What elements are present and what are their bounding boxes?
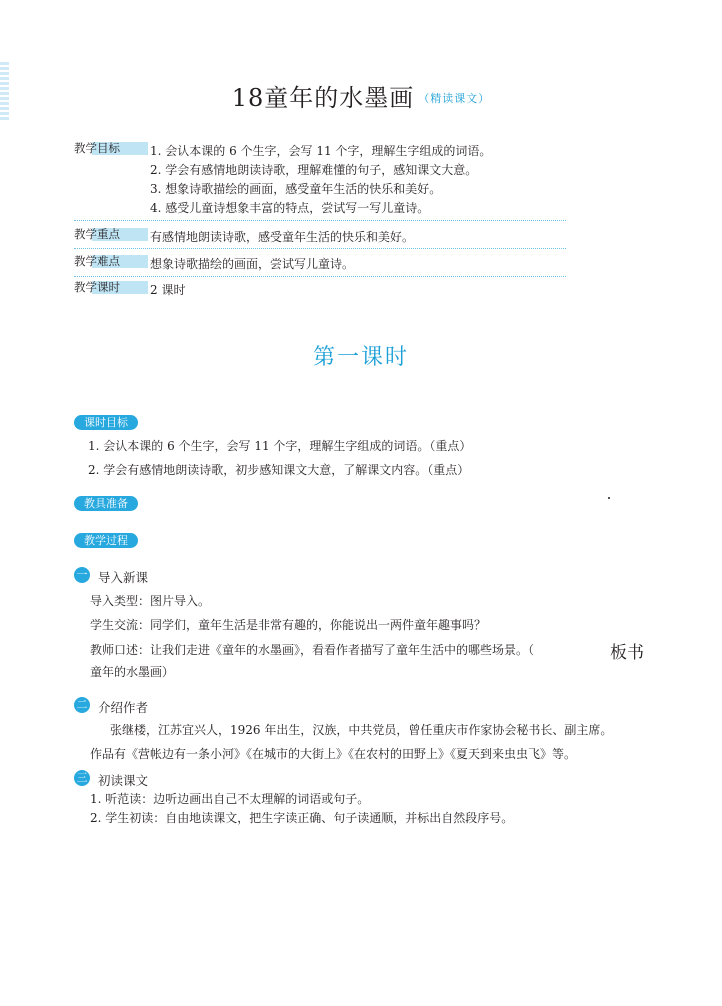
lesson-title-text: 18童年的水墨画 xyxy=(231,84,415,112)
step-line: 1. 听范读：边听边画出自己不太理解的词语或句子。 xyxy=(90,792,370,806)
step-badge: 二 xyxy=(74,697,90,713)
goal-item: 2. 学会有感情地朗读诗歌，理解难懂的句子，感知课文大意。 xyxy=(150,163,478,177)
divider xyxy=(74,248,566,249)
difficulty-text: 想象诗歌描绘的画面，尝试写儿童诗。 xyxy=(150,257,355,271)
info-row-difficulty xyxy=(74,255,566,275)
goal-item: 1. 会认本课的 6 个生字，会写 11 个字，理解生字组成的词语。 xyxy=(150,144,492,158)
step-line: 童年的水墨画） xyxy=(90,665,175,679)
lesson-title xyxy=(0,78,722,113)
divider xyxy=(74,220,566,221)
step-line: 作品有《营帐边有一条小河》《在城市的大街上》《在农村的田野上》《夏天到来虫虫飞》等。 xyxy=(90,747,577,761)
info-row-key xyxy=(74,228,566,248)
board-note: 板书 xyxy=(610,643,644,663)
prep-label: 教具准备 xyxy=(74,496,138,511)
info-row-hours xyxy=(74,281,566,301)
lesson-type-tag: （精读课文） xyxy=(418,92,491,105)
goals-label: 教学目标 xyxy=(74,142,148,155)
hours-text: 2 课时 xyxy=(150,283,186,297)
step-badge: 一 xyxy=(74,567,90,583)
step-line: 导入类型：图片导入。 xyxy=(90,594,211,608)
step-line: 2. 学生初读：自由地读课文，把生字读正确、句子读通顺，并标出自然段序号。 xyxy=(90,811,514,825)
step-title: 初读课文 xyxy=(98,773,149,788)
step-title: 导入新课 xyxy=(98,570,149,585)
goal-item: 4. 感受儿童诗想象丰富的特点，尝试写一写儿童诗。 xyxy=(150,201,430,215)
step-line: 教师口述：让我们走进《童年的水墨画》，看看作者描写了童年生活中的哪些场景。（ xyxy=(90,643,535,657)
hours-label: 教学课时 xyxy=(74,281,148,294)
key-label: 教学重点 xyxy=(74,228,148,241)
step-line: 张继楼，江苏宜兴人，1926 年出生，汉族，中共党员，曾任重庆市作家协会秘书长、副主席。 xyxy=(110,723,613,737)
step-badge: 三 xyxy=(74,770,90,786)
goal-item: 3. 想象诗歌描绘的画面，感受童年生活的快乐和美好。 xyxy=(150,182,442,196)
difficulty-label: 教学难点 xyxy=(74,255,148,268)
key-text: 有感情地朗读诗歌，感受童年生活的快乐和美好。 xyxy=(150,230,415,244)
period-goal-item: 1. 会认本课的 6 个生字，会写 11 个字，理解生字组成的词语。（重点） xyxy=(88,439,472,453)
info-row-goals xyxy=(74,142,566,222)
section-title: 第一课时 xyxy=(312,345,409,370)
step-title: 介绍作者 xyxy=(98,700,149,715)
divider xyxy=(74,276,566,277)
goals-list xyxy=(150,142,566,218)
period-goal-item: 2. 学会有感情地朗读诗歌，初步感知课文大意，了解课文内容。（重点） xyxy=(88,463,470,477)
step-line: 学生交流：同学们，童年生活是非常有趣的，你能说出一两件童年趣事吗？ xyxy=(90,618,487,632)
process-label: 教学过程 xyxy=(74,533,138,548)
stray-dot xyxy=(608,497,610,499)
period-goals-label: 课时目标 xyxy=(74,415,138,430)
